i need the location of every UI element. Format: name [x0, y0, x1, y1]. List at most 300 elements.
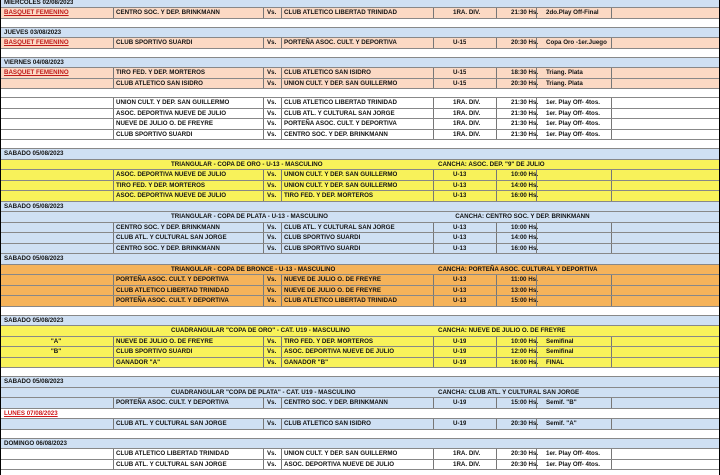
match-note: Semif. "A" [546, 420, 577, 427]
column-divider [263, 275, 264, 285]
match-note: Semifinal [546, 348, 574, 355]
tournament-title-row [1, 160, 719, 171]
column-divider [281, 68, 282, 78]
column-divider [496, 286, 497, 296]
column-divider [433, 275, 434, 285]
match-time: 10:00 Hs. [511, 171, 539, 178]
column-divider [113, 244, 114, 254]
category: U-15 [453, 79, 467, 87]
category: U-19 [453, 399, 467, 406]
column-divider [433, 286, 434, 296]
column-divider [281, 233, 282, 243]
column-divider [263, 419, 264, 429]
column-divider [263, 8, 264, 18]
home-team: TIRO FED. Y DEP. MORTEROS [116, 181, 206, 189]
category: 1RA. DIV. [453, 120, 481, 127]
spacer-row [1, 19, 719, 28]
column-divider [536, 223, 537, 233]
away-team: CLUB ATL. Y CULTURAL SAN JORGE [284, 223, 395, 231]
column-divider [113, 119, 114, 129]
match-row [1, 275, 719, 286]
column-divider [263, 233, 264, 243]
column-divider [536, 358, 537, 368]
home-team: PORTEÑA ASOC. CULT. Y DEPORTIVA [116, 297, 229, 304]
column-divider [263, 191, 264, 201]
away-team: UNION CULT. Y DEP. SAN GUILLERMO [284, 79, 398, 87]
match-row [1, 8, 719, 19]
away-team: NUEVE DE JULIO O. DE FREYRE [284, 276, 381, 283]
column-divider [281, 337, 282, 347]
away-team: CLUB ATLETICO SAN ISIDRO [284, 69, 371, 76]
column-divider [496, 244, 497, 254]
column-divider [113, 130, 114, 140]
column-divider [496, 358, 497, 368]
match-time: 16:00 Hs. [511, 244, 539, 252]
column-divider [536, 98, 537, 108]
column-divider [536, 296, 537, 306]
column-divider [113, 79, 114, 89]
home-team: CLUB ATLETICO LIBERTAD TRINIDAD [116, 450, 229, 457]
column-divider [433, 398, 434, 408]
spacer-row [1, 430, 719, 439]
match-note: 1er. Play Off- 4tos. [546, 460, 600, 468]
column-divider [496, 170, 497, 180]
column-divider [496, 130, 497, 140]
category: U-13 [453, 297, 467, 304]
column-divider [536, 130, 537, 140]
column-divider [611, 170, 612, 180]
column-divider [433, 337, 434, 347]
category: U-13 [453, 286, 467, 294]
versus-label: Vs. [267, 358, 277, 366]
column-divider [281, 130, 282, 140]
column-divider [496, 460, 497, 470]
column-divider [263, 347, 264, 357]
away-team: TIRO FED. Y DEP. MORTEROS [284, 337, 374, 345]
column-divider [611, 275, 612, 285]
tournament-title: CUADRANGULAR "COPA DE PLATA" - CAT. U19 - MASCULINO [171, 388, 356, 396]
match-time: 21:30 Hs. [511, 99, 539, 106]
column-divider [263, 223, 264, 233]
column-divider [263, 337, 264, 347]
tournament-title: TRIANGULAR - COPA DE ORO - U-13 - MASCULINO [171, 160, 323, 168]
day-header-label: DOMINGO 06/08/2023 [4, 439, 67, 447]
column-divider [433, 223, 434, 233]
column-divider [433, 181, 434, 191]
versus-label: Vs. [267, 223, 277, 231]
versus-label: Vs. [267, 337, 277, 345]
column-divider [113, 68, 114, 78]
match-row [1, 130, 719, 141]
match-time: 16:00 Hs. [511, 358, 539, 366]
day-header-row [1, 149, 719, 160]
column-divider [496, 275, 497, 285]
away-team: CENTRO SOC. Y DEP. BRINKMANN [284, 130, 388, 138]
category: U-13 [453, 171, 467, 178]
column-divider [433, 119, 434, 129]
match-row [1, 286, 719, 297]
column-divider [113, 398, 114, 408]
column-divider [281, 275, 282, 285]
column-divider [611, 358, 612, 368]
column-divider [433, 68, 434, 78]
venue-label: CANCHA: CLUB ATL. Y CULTURAL SAN JORGE [438, 388, 580, 396]
column-divider [281, 347, 282, 357]
column-divider [611, 223, 612, 233]
away-team: CLUB SPORTIVO SUARDI [284, 234, 361, 241]
away-team: UNION CULT. Y DEP. SAN GUILLERMO [284, 171, 398, 178]
column-divider [113, 98, 114, 108]
tournament-title-row [1, 388, 719, 399]
column-divider [113, 419, 114, 429]
column-divider [113, 337, 114, 347]
column-divider [611, 398, 612, 408]
day-header-label: JUEVES 03/08/2023 [4, 28, 62, 36]
day-header-row [1, 58, 719, 69]
column-divider [496, 68, 497, 78]
day-header-row [1, 28, 719, 39]
column-divider [433, 449, 434, 459]
column-divider [281, 460, 282, 470]
match-row [1, 191, 719, 202]
column-divider [496, 98, 497, 108]
column-divider [281, 449, 282, 459]
versus-label: Vs. [267, 420, 277, 427]
versus-label: Vs. [267, 450, 277, 457]
match-time: 20:30 Hs. [511, 39, 539, 46]
column-divider [611, 68, 612, 78]
category: 1RA. DIV. [453, 109, 481, 117]
column-divider [433, 109, 434, 119]
home-team: CLUB ATL. Y CULTURAL SAN JORGE [116, 420, 227, 427]
match-row [1, 296, 719, 307]
away-team: CLUB ATLETICO LIBERTAD TRINIDAD [284, 297, 397, 304]
away-team: PORTEÑA ASOC. CULT. Y DEPORTIVA [284, 39, 397, 46]
column-divider [496, 347, 497, 357]
away-team: CLUB ATL. Y CULTURAL SAN JORGE [284, 109, 395, 117]
home-team: NUEVE DE JULIO O. DE FREYRE [116, 337, 213, 345]
category: 1RA. DIV. [453, 450, 481, 457]
away-team: TIRO FED. Y DEP. MORTEROS [284, 192, 374, 199]
column-divider [611, 181, 612, 191]
column-divider [611, 296, 612, 306]
column-divider [281, 244, 282, 254]
column-divider [281, 286, 282, 296]
match-note: 1er. Play Off- 4tos. [546, 130, 600, 138]
versus-label: Vs. [267, 276, 277, 283]
column-divider [496, 398, 497, 408]
tournament-title-row [1, 265, 719, 276]
column-divider [536, 398, 537, 408]
home-team: CLUB SPORTIVO SUARDI [116, 39, 193, 46]
match-row [1, 181, 719, 192]
home-team: NUEVE DE JULIO O. DE FREYRE [116, 120, 213, 127]
column-divider [263, 98, 264, 108]
versus-label: Vs. [267, 79, 277, 87]
column-divider [611, 8, 612, 18]
home-team: CLUB SPORTIVO SUARDI [116, 348, 193, 355]
away-team: CLUB ATLETICO SAN ISIDRO [284, 420, 371, 427]
versus-label: Vs. [267, 130, 277, 138]
column-divider [263, 119, 264, 129]
column-divider [536, 286, 537, 296]
match-time: 13:00 Hs. [511, 286, 539, 294]
match-row [1, 233, 719, 244]
column-divider [281, 296, 282, 306]
column-divider [536, 68, 537, 78]
column-divider [281, 8, 282, 18]
column-divider [496, 296, 497, 306]
match-time: 21:30 Hs. [511, 120, 539, 127]
spacer-row [1, 307, 719, 316]
versus-label: Vs. [267, 99, 277, 106]
category: U-13 [453, 192, 467, 199]
match-row [1, 358, 719, 369]
column-divider [536, 449, 537, 459]
row-label: BASQUET FEMENINO [4, 9, 69, 16]
category: U-19 [453, 420, 467, 427]
venue-label: CANCHA: PORTEÑA ASOC. CULTURAL Y DEPORTIVA [438, 265, 598, 273]
fixture-rows [1, 8, 719, 470]
column-divider [496, 109, 497, 119]
match-note: Triang. Plata [546, 79, 583, 87]
day-header-row [1, 439, 719, 450]
column-divider [536, 275, 537, 285]
match-row [1, 244, 719, 255]
column-divider [611, 347, 612, 357]
column-divider [433, 358, 434, 368]
column-divider [611, 337, 612, 347]
match-row [1, 38, 719, 49]
column-divider [433, 460, 434, 470]
versus-label: Vs. [267, 297, 277, 304]
column-divider [113, 275, 114, 285]
column-divider [113, 286, 114, 296]
column-divider [611, 233, 612, 243]
category: 1RA. DIV. [453, 130, 481, 138]
match-note: FINAL [546, 358, 565, 366]
match-row [1, 68, 719, 79]
column-divider [263, 286, 264, 296]
home-team: ASOC. DEPORTIVA NUEVE DE JULIO [116, 192, 227, 199]
match-row [1, 223, 719, 234]
column-divider [536, 191, 537, 201]
match-note: 1er. Play Off- 4tos. [546, 99, 600, 106]
category: U-15 [453, 69, 467, 76]
column-divider [281, 398, 282, 408]
match-note: Triang. Plata [546, 69, 583, 76]
spacer-row [1, 49, 719, 58]
column-divider [433, 419, 434, 429]
column-divider [536, 419, 537, 429]
column-divider [536, 460, 537, 470]
home-team: CLUB ATL. Y CULTURAL SAN JORGE [116, 234, 227, 241]
column-divider [496, 79, 497, 89]
away-team: UNION CULT. Y DEP. SAN GUILLERMO [284, 450, 398, 457]
match-time: 20:30 Hs. [511, 460, 539, 468]
match-time: 16:00 Hs. [511, 192, 539, 199]
match-time: 21:30 Hs. [511, 130, 539, 138]
column-divider [281, 98, 282, 108]
away-team: ASOC. DEPORTIVA NUEVE DE JULIO [284, 460, 395, 468]
column-divider [433, 191, 434, 201]
column-divider [113, 181, 114, 191]
column-divider [281, 170, 282, 180]
match-note: Copa Oro -1er.Juego [546, 39, 607, 46]
match-time: 10:00 Hs. [511, 223, 539, 231]
spacer-row [1, 368, 719, 377]
column-divider [536, 347, 537, 357]
category: 1RA. DIV. [453, 9, 481, 16]
column-divider [611, 449, 612, 459]
column-divider [281, 191, 282, 201]
column-divider [536, 181, 537, 191]
column-divider [263, 460, 264, 470]
column-divider [281, 419, 282, 429]
home-team: UNION CULT. Y DEP. SAN GUILLERMO [116, 99, 230, 106]
home-team: PORTEÑA ASOC. CULT. Y DEPORTIVA [116, 276, 229, 283]
away-team: CENTRO SOC. Y DEP. BRINKMANN [284, 399, 388, 406]
match-time: 20:30 Hs. [511, 420, 539, 427]
away-team: CLUB ATLETICO LIBERTAD TRINIDAD [284, 99, 397, 106]
column-divider [536, 8, 537, 18]
day-header-label: MIERCOLES 02/08/2023 [4, 0, 74, 6]
away-team: GANADOR "B" [284, 358, 329, 366]
match-time: 10:00 Hs. [511, 337, 539, 345]
match-time: 15:00 Hs. [511, 297, 539, 304]
match-row [1, 398, 719, 409]
match-time: 14:00 Hs. [511, 181, 539, 189]
category: U-13 [453, 276, 467, 283]
match-row [1, 79, 719, 90]
home-team: CLUB ATL. Y CULTURAL SAN JORGE [116, 460, 227, 468]
column-divider [536, 38, 537, 48]
column-divider [611, 286, 612, 296]
home-team: ASOC. DEPORTIVA NUEVE DE JULIO [116, 171, 227, 178]
versus-label: Vs. [267, 109, 277, 117]
match-note: 1er. Play Off- 4tos. [546, 120, 600, 127]
venue-label: CANCHA: ASOC. DEP. "9" DE JULIO [438, 160, 545, 168]
home-team: CLUB SPORTIVO SUARDI [116, 130, 193, 138]
match-row [1, 460, 719, 471]
tournament-title: CUADRANGULAR "COPA DE ORO" - CAT. U19 - MASCULINO [171, 327, 350, 334]
column-divider [263, 181, 264, 191]
tournament-title-row [1, 212, 719, 223]
column-divider [536, 233, 537, 243]
column-divider [433, 347, 434, 357]
column-divider [433, 170, 434, 180]
column-divider [281, 38, 282, 48]
match-time: 20:30 Hs. [511, 450, 539, 457]
away-team: NUEVE DE JULIO O. DE FREYRE [284, 286, 381, 294]
versus-label: Vs. [267, 399, 277, 406]
versus-label: Vs. [267, 348, 277, 355]
column-divider [611, 419, 612, 429]
category: 1RA. DIV. [453, 99, 481, 106]
versus-label: Vs. [267, 171, 277, 178]
category: U-13 [453, 244, 467, 252]
column-divider [433, 38, 434, 48]
column-divider [263, 79, 264, 89]
away-team: CLUB ATLETICO LIBERTAD TRINIDAD [284, 9, 397, 16]
column-divider [263, 38, 264, 48]
column-divider [536, 170, 537, 180]
day-header-row [1, 377, 719, 388]
column-divider [113, 223, 114, 233]
day-header-label: SABADO 05/08/2023 [4, 202, 64, 210]
column-divider [536, 79, 537, 89]
versus-label: Vs. [267, 244, 277, 252]
row-label: "B" [50, 348, 62, 355]
row-label: BASQUET FEMENINO [4, 39, 69, 46]
match-time: 15:00 Hs. [511, 399, 539, 406]
match-row [1, 449, 719, 460]
column-divider [536, 244, 537, 254]
column-divider [496, 223, 497, 233]
column-divider [281, 109, 282, 119]
column-divider [263, 109, 264, 119]
column-divider [611, 191, 612, 201]
home-team: CENTRO SOC. Y DEP. BRINKMANN [116, 9, 220, 16]
column-divider [113, 170, 114, 180]
column-divider [611, 79, 612, 89]
venue-label: CANCHA: NUEVE DE JULIO O. DE FREYRE [438, 327, 566, 334]
venue-label: CANCHA: CENTRO SOC. Y DEP. BRINKMANN [438, 213, 590, 220]
home-team: CENTRO SOC. Y DEP. BRINKMANN [116, 244, 220, 252]
column-divider [433, 296, 434, 306]
home-team: PORTEÑA ASOC. CULT. Y DEPORTIVA [116, 399, 229, 406]
row-label: "A" [50, 337, 62, 345]
column-divider [113, 358, 114, 368]
column-divider [496, 38, 497, 48]
column-divider [281, 181, 282, 191]
tournament-title-row [1, 326, 719, 337]
home-team: TIRO FED. Y DEP. MORTEROS [116, 69, 206, 76]
column-divider [496, 8, 497, 18]
column-divider [611, 460, 612, 470]
column-divider [536, 119, 537, 129]
versus-label: Vs. [267, 460, 277, 468]
home-team: CLUB ATLETICO SAN ISIDRO [116, 79, 203, 87]
column-divider [536, 109, 537, 119]
column-divider [263, 296, 264, 306]
day-header-row [1, 316, 719, 327]
column-divider [113, 38, 114, 48]
column-divider [611, 130, 612, 140]
match-time: 21:30 Hs. [511, 109, 539, 117]
match-time: 18:30 Hs. [511, 69, 539, 76]
column-divider [263, 358, 264, 368]
column-divider [113, 109, 114, 119]
category: U-13 [453, 181, 467, 189]
versus-label: Vs. [267, 69, 277, 76]
day-header-row [1, 409, 719, 420]
top-header [1, 0, 719, 8]
match-time: 14:00 Hs. [511, 234, 539, 241]
versus-label: Vs. [267, 234, 277, 241]
column-divider [496, 337, 497, 347]
column-divider [611, 119, 612, 129]
tournament-title: TRIANGULAR - COPA DE PLATA - U-13 - MASCULINO [171, 213, 328, 220]
match-row [1, 337, 719, 348]
column-divider [281, 79, 282, 89]
match-row [1, 347, 719, 358]
match-time: 20:30 Hs. [511, 79, 539, 87]
column-divider [113, 296, 114, 306]
day-header-label: SABADO 05/08/2023 [4, 316, 64, 324]
match-time: 11:00 Hs. [511, 276, 538, 283]
day-header-row [1, 254, 719, 265]
